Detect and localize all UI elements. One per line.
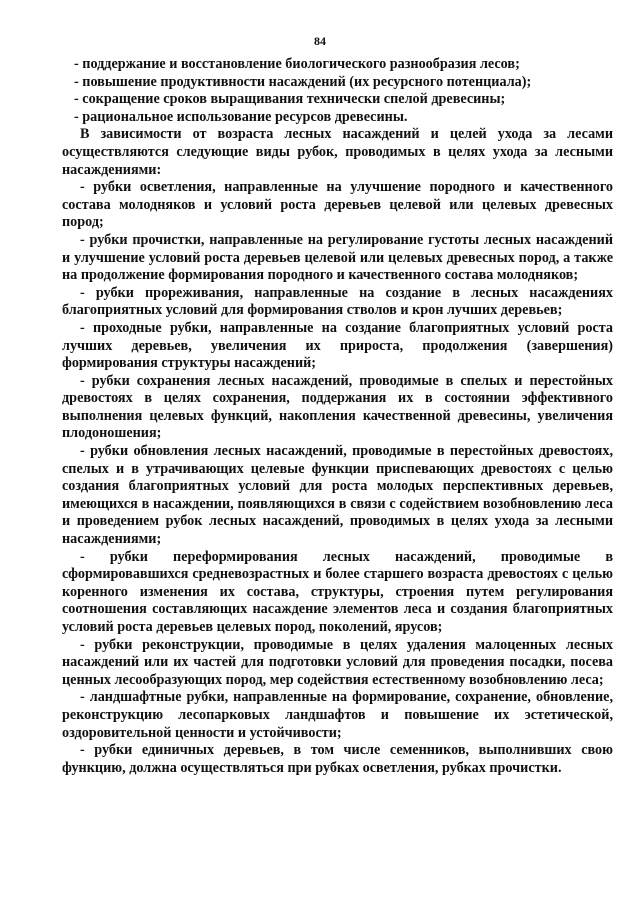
cutting-type-item: - рубки прочистки, направленные на регулирование густоты лесных насаждений и улучшение условий роста деревьев целевой или целевых древесных пород, а также на продолжение формирования породного и качественного состава молодняков; bbox=[62, 231, 613, 284]
cutting-type-item: - рубки осветления, направленные на улучшение породного и качественного состава молодняков и условий роста деревьев целевой или целевых древесных пород; bbox=[62, 179, 613, 231]
cutting-type-item: - рубки переформирования лесных насаждений, проводимые в сформировавшихся средневозрастных и более старшего возраста древостоях с целью коренного изменения их состава, структуры, строения путем регулирования соотношения составляющих насаждение элементов леса и создания благоприятных условий роста деревьев целевых пород, поколений, ярусов; bbox=[62, 548, 613, 635]
cutting-type-item: - рубки реконструкции, проводимые в целях удаления малоценных лесных насаждений или их частей для подготовки условий для проведения посадки, посева ценных лесообразующих пород, мер содействия естественному возобновлению леса; bbox=[62, 636, 613, 688]
cutting-type-item: - рубки прореживания, направленные на создание в лесных насаждениях благоприятных условий для формирования стволов и крон лучших деревьев; bbox=[62, 284, 613, 319]
cutting-type-item: - рубки сохранения лесных насаждений, проводимые в спелых и перестойных древостоях в целях сохранения, поддержания их в состоянии эффективного выполнения целевых функций, накопления качественной древесины, увеличения плодоношения; bbox=[62, 372, 613, 442]
cutting-type-item: - ландшафтные рубки, направленные на формирование, сохранение, обновление, реконструкцию лесопарковых ландшафтов и повышение их эстетической, оздоровительной ценности и устойчивости; bbox=[62, 689, 613, 741]
cutting-type-item: - рубки обновления лесных насаждений, проводимые в перестойных древостоях, спелых и в утрачивающих целевые функции приспевающих древостоях с целью создания благоприятных условий для роста молодых перспективных деревьев, имеющихся в насаждении, появляющихся в связи с содействием возобновлению леса и проведением рубок лесных насаждений, проводимых в целях ухода за лесными насаждениями; bbox=[62, 443, 613, 548]
cutting-type-item: - рубки единичных деревьев, в том числе семенников, выполнивших свою функцию, должна осуществляться при рубках осветления, рубках прочистки. bbox=[62, 742, 613, 776]
document-body bbox=[62, 56, 613, 777]
cutting-type-item: - проходные рубки, направленные на создание благоприятных условий роста лучших деревьев, увеличения их прироста, продолжения (завершения) формирования структуры насаждений; bbox=[62, 319, 613, 372]
intro-item: - повышение продуктивности насаждений (их ресурсного потенциала); bbox=[74, 73, 532, 90]
lead-paragraph: В зависимости от возраста лесных насаждений и целей ухода за лесами осуществляются следующие виды рубок, проводимых в целях ухода за лесными насаждениями: bbox=[62, 126, 613, 178]
page-number: 84 bbox=[314, 34, 326, 48]
intro-item: - поддержание и восстановление биологического разнообразия лесов; bbox=[74, 56, 520, 72]
intro-item: - рациональное использование ресурсов древесины. bbox=[74, 108, 408, 125]
intro-item: - сокращение сроков выращивания технически спелой древесины; bbox=[74, 91, 506, 108]
